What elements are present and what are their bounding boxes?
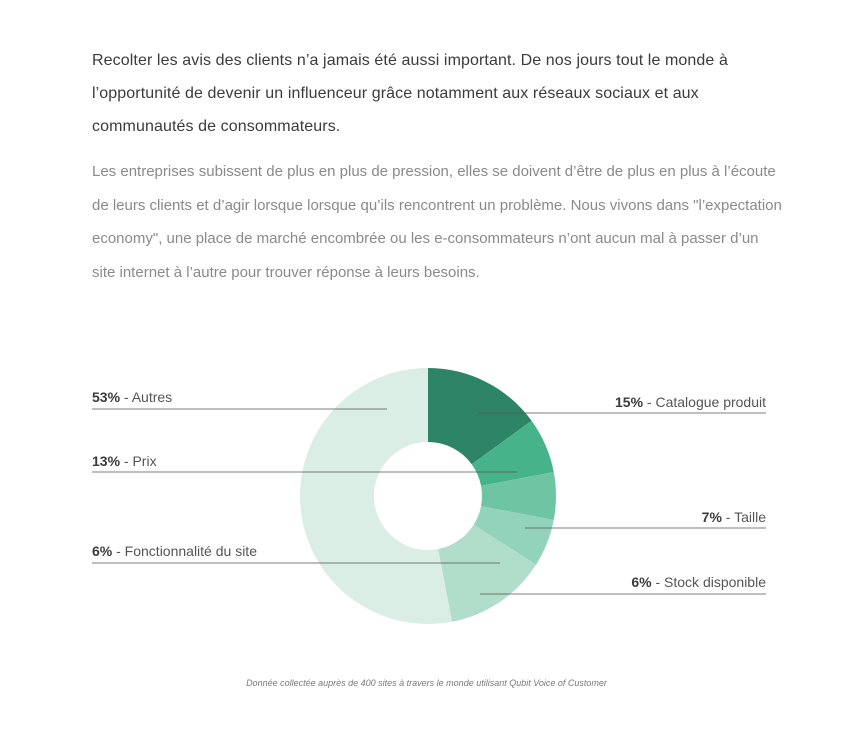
donut-slices xyxy=(300,368,556,624)
body-paragraph: Les entreprises subissent de plus en plus de pression, elles se doivent d’être de plus en plus à l’écoute de leurs clients et d’agir lorsque lorsque qu’ils rencontrent un problème. Nous vivons dans "l’expectation economy", une place de marché encombrée ou les e-consommateurs n’ont aucun mal à passer d’un site internet à l’autre pour trouver réponse à leurs besoins. xyxy=(92,163,782,281)
label-taille: 7% - Taille xyxy=(701,509,766,525)
source-caption: Donnée collectée auprès de 400 sites à travers le monde utilisant Qubit Voice of Customer xyxy=(246,678,607,688)
label-fonctionnalite-du-site: 6% - Fonctionnalité du site xyxy=(92,543,257,559)
label-prix: 13% - Prix xyxy=(92,453,157,469)
label-autres: 53% - Autres xyxy=(92,389,173,405)
label-stock-disponible: 6% - Stock disponible xyxy=(631,574,766,590)
donut-chart xyxy=(0,340,853,660)
label-catalogue-produit: 15% - Catalogue produit xyxy=(615,394,766,410)
intro-paragraph: Recolter les avis des clients n’a jamais été aussi important. De nos jours tout le monde à l’opportunité de devenir un influenceur grâce notamment aux réseaux sociaux et aux communautés de consommateurs. xyxy=(92,52,728,135)
